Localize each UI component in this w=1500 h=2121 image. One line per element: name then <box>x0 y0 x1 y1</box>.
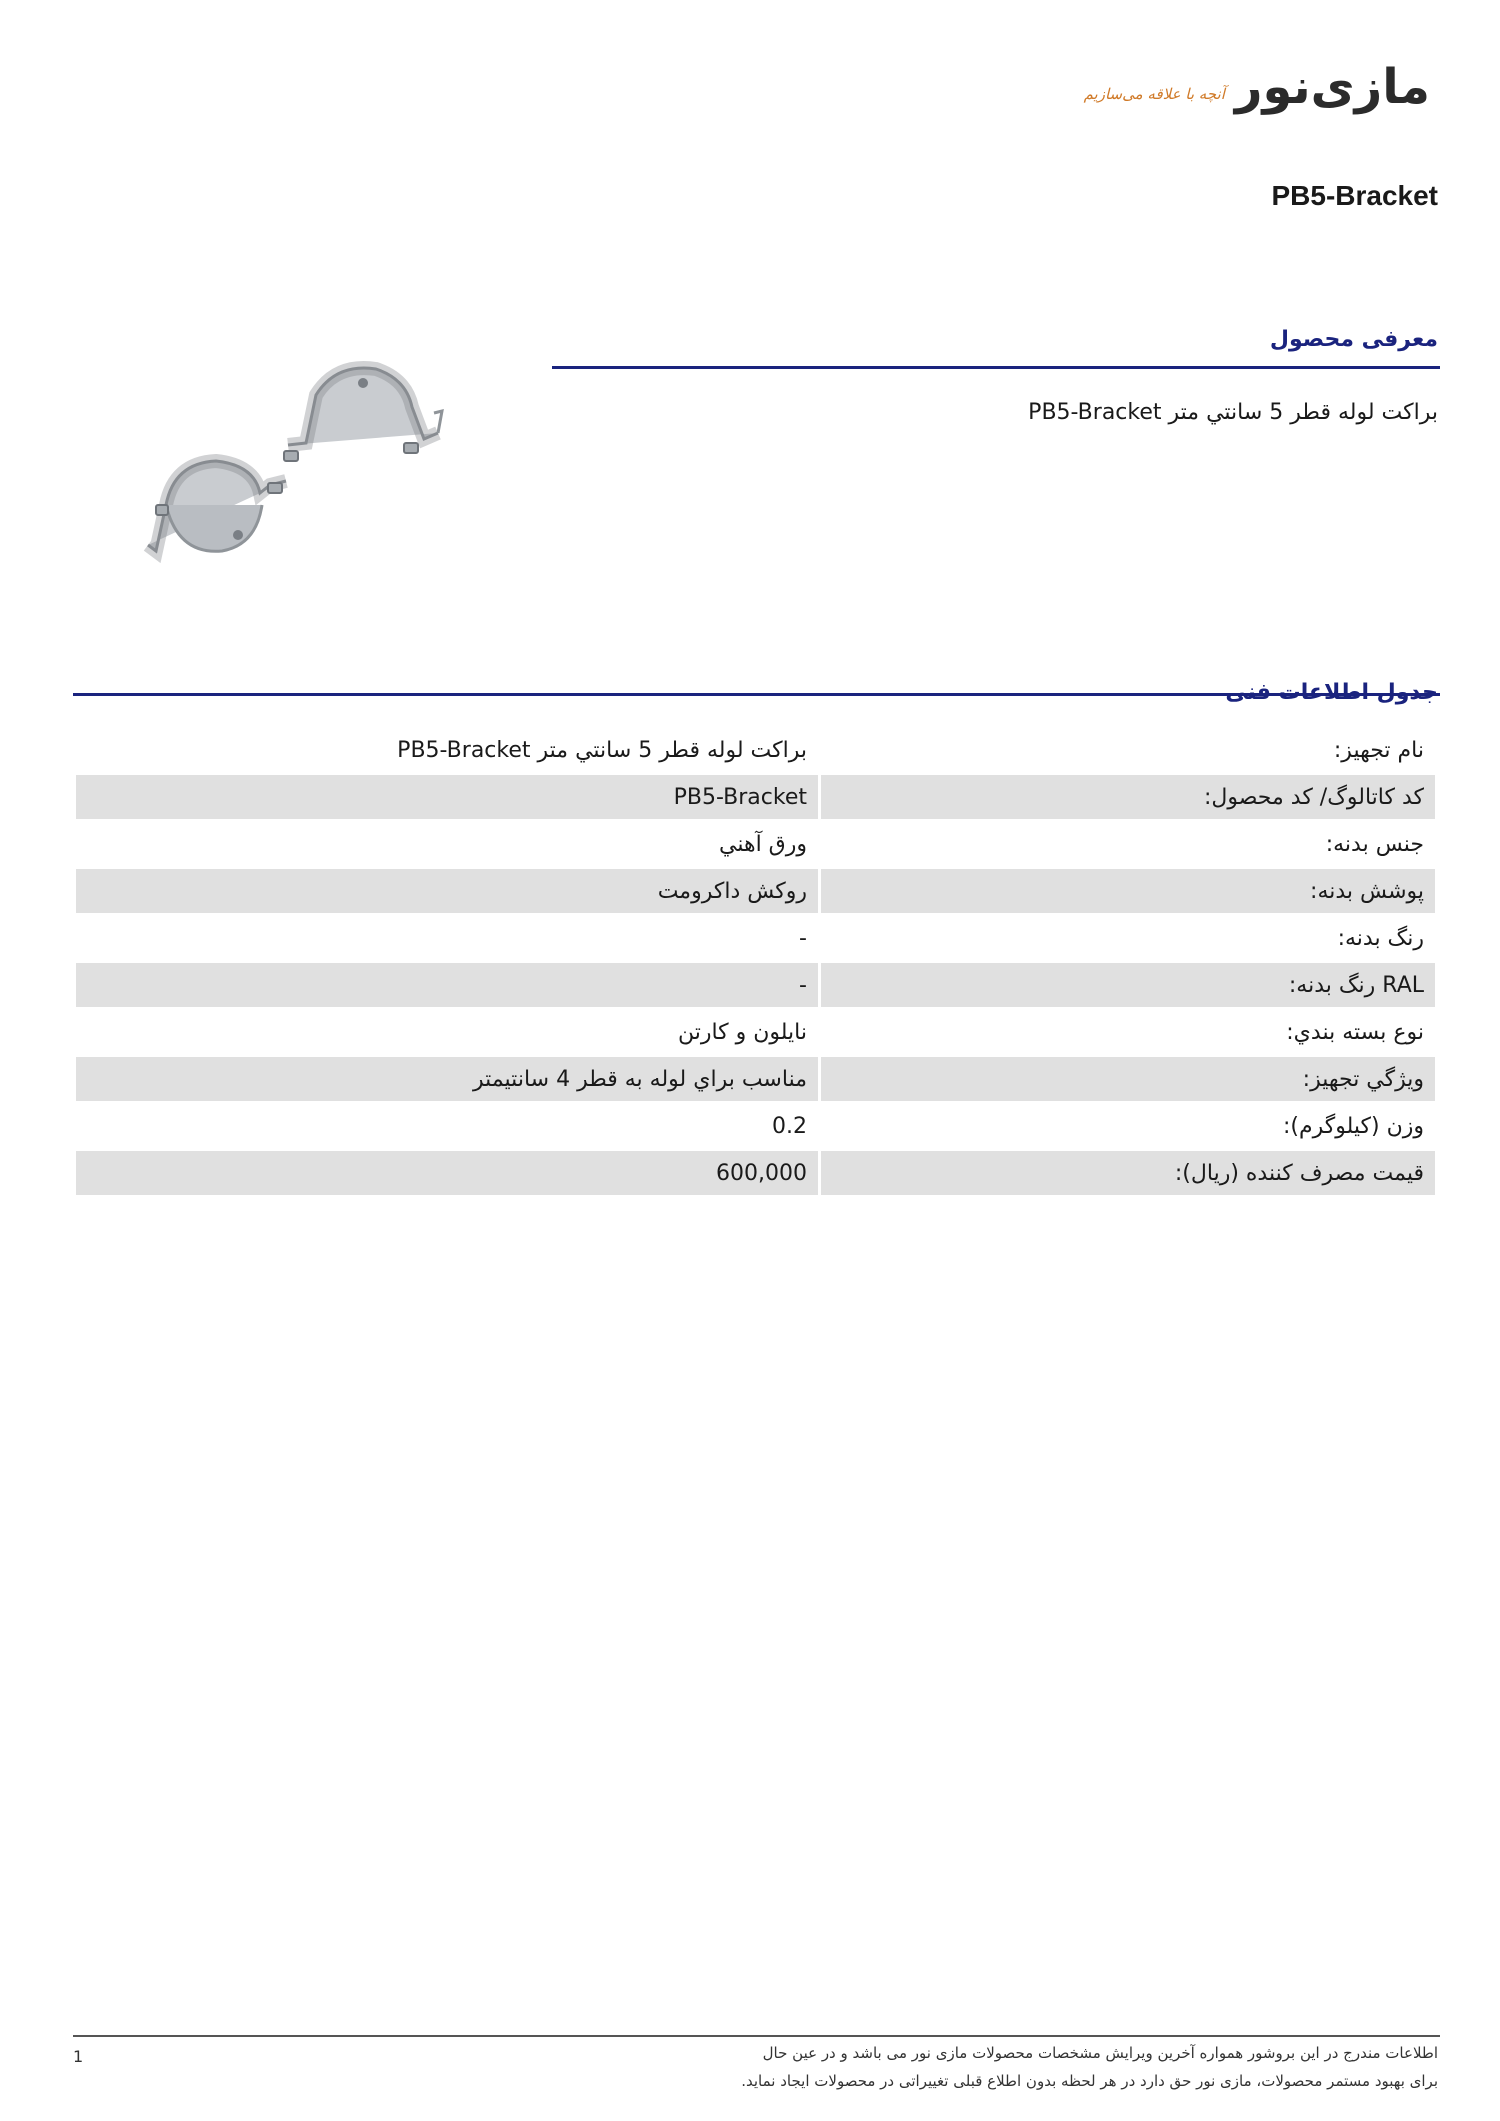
spec-label: RAL رنگ بدنه: <box>821 963 1435 1007</box>
spec-label: وزن (کیلوگرم): <box>1283 1113 1424 1139</box>
table-row <box>76 822 1435 866</box>
product-title: PB5-Bracket <box>1271 180 1438 211</box>
footer-disclaimer-line2: برای بهبود مستمر محصولات، مازی نور حق دارد در هر لحظه بدون اطلاع قبلی تغییراتی در محصولات ایجاد نماید. <box>741 2072 1438 2090</box>
product-description: براكت لوله قطر 5 سانتي متر PB5-Bracket <box>1028 400 1438 425</box>
spec-label: نوع بسته بندي: <box>1286 1019 1424 1045</box>
spec-value: مناسب براي لوله به قطر 4 سانتيمتر <box>76 1057 818 1101</box>
table-row <box>76 1151 1435 1195</box>
spec-table <box>73 725 1438 1198</box>
spec-label: کد کاتالوگ/ کد محصول: <box>821 775 1435 819</box>
footer-disclaimer-line1: اطلاعات مندرج در این بروشور همواره آخرین ویرایش مشخصات محصولات مازی نور می باشد و در عین حال <box>762 2044 1438 2062</box>
spec-label: ويژگي تجهيز: <box>821 1057 1435 1101</box>
spec-value: 600,000 <box>76 1151 818 1195</box>
footer-divider <box>73 2035 1440 2037</box>
spec-label: جنس بدنه: <box>1325 831 1424 857</box>
spec-value: 0.2 <box>772 1113 807 1139</box>
table-row <box>76 728 1435 772</box>
spec-value: نايلون و كارتن <box>677 1019 807 1045</box>
spec-value: ورق آهني <box>719 831 807 857</box>
brand-logo <box>1083 48 1440 126</box>
logo-wordmark: مازی‌نور <box>1234 59 1430 115</box>
spec-value: روكش داكرومت <box>76 869 818 913</box>
logo-tagline: آنچه با علاقه می‌سازیم <box>1083 85 1225 103</box>
intro-heading: معرفی محصول <box>1269 327 1438 352</box>
table-row <box>76 1104 1435 1148</box>
spec-value: PB5-Bracket <box>76 775 818 819</box>
page-number: 1 <box>73 2047 84 2066</box>
spec-label: قیمت مصرف کننده (ریال): <box>821 1151 1435 1195</box>
spec-label: نام تجهيز: <box>1333 737 1424 763</box>
table-row <box>76 916 1435 960</box>
product-image <box>138 355 458 577</box>
intro-divider <box>552 366 1440 369</box>
spec-label: رنگ بدنه: <box>1337 925 1424 951</box>
spec-value: براكت لوله قطر 5 سانتي متر PB5-Bracket <box>397 737 807 763</box>
table-row <box>76 775 1435 819</box>
table-row <box>76 963 1435 1007</box>
table-row <box>76 1057 1435 1101</box>
table-row <box>76 869 1435 913</box>
spec-label: پوشش بدنه: <box>821 869 1435 913</box>
bracket-rear <box>288 368 442 445</box>
specs-divider <box>73 693 1440 696</box>
spec-value: - <box>799 925 807 951</box>
spec-value: - <box>76 963 818 1007</box>
table-row <box>76 1010 1435 1054</box>
